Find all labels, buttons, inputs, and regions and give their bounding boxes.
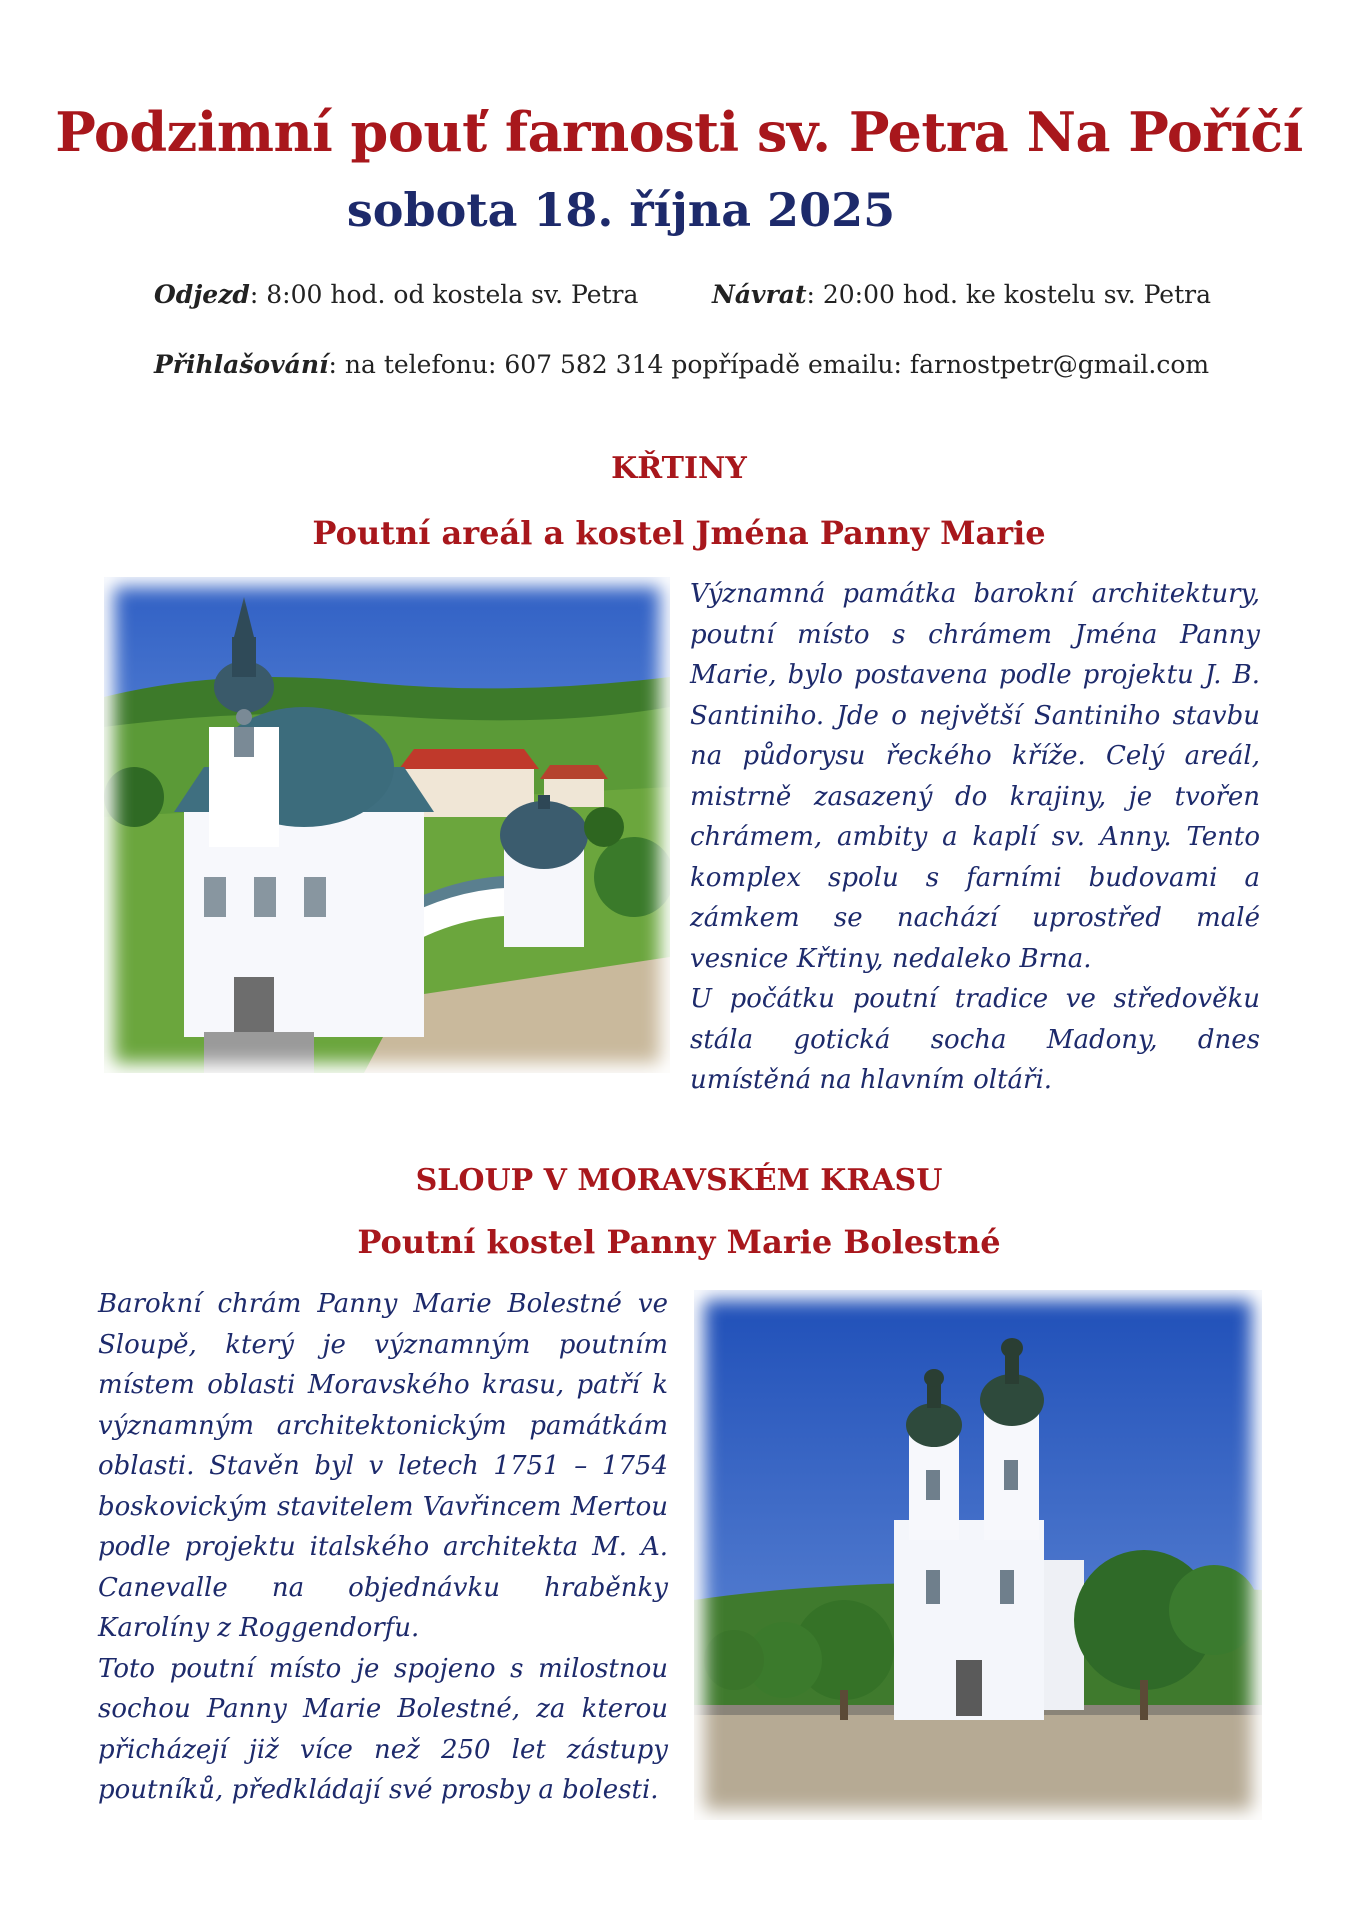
section2-paragraph-1: Barokní chrám Panny Marie Bolestné ve Sloupě, který je významným poutním místem oblasti Moravského krasu, patří k významným architektonickým památkám oblasti. Stavěn byl v letech 1751 – 1754 boskovickým stavitelem Vavřincem Mertou podle projektu italského architekta M. A. Canevalle na objednávku hraběnky Karolíny z Roggendorfu. [98, 1289, 668, 1643]
page-title: Podzimní pouť farnosti sv. Petra Na Poříčí [55, 100, 1303, 164]
departure-text: : 8:00 hod. od kostela sv. Petra [249, 280, 639, 309]
section2-paragraph-2: Toto poutní místo je spojeno s milostnou sochou Panny Marie Bolestné, za kterou přicházejí již více než 250 let zástupy poutníků, předkládají své prosby a bolesti. [98, 1653, 668, 1805]
section2-text [98, 1284, 668, 1811]
departure-label: Odjezd [154, 280, 250, 309]
section2-subheading: Poutní kostel Panny Marie Bolestné [357, 1223, 1001, 1261]
section1-heading: KŘTINY [611, 451, 747, 486]
section1-text [690, 574, 1260, 1101]
sloup-church-photo [694, 1290, 1262, 1820]
return-label: Návrat [712, 280, 807, 309]
registration-info [154, 350, 1209, 379]
section2-heading: SLOUP V MORAVSKÉM KRASU [415, 1163, 943, 1198]
section1-paragraph-2: U počátku poutní tradice ve středověku stála gotická socha Madony, dnes umístěná na hlavním oltáři. [690, 984, 1260, 1095]
section1-paragraph-1: Významná památka barokní architektury, poutní místo s chrámem Jména Panny Marie, bylo postavena podle projektu J. B. Santiniho. Jde o největší Santiniho stavbu na půdorysu řeckého kříže. Celý areál, mistrně zasazený do krajiny, je tvořen chrámem, ambity a kaplí sv. Anny. Tento komplex spolu s farními budovami a zámkem se nachází uprostřed malé vesnice Křtiny, nedaleko Brna. [690, 579, 1260, 974]
section1-subheading: Poutní areál a kostel Jména Panny Marie [312, 514, 1046, 552]
departure-info [154, 280, 638, 309]
krtiny-church-photo [104, 577, 670, 1073]
return-text: : 20:00 hod. ke kostelu sv. Petra [806, 280, 1211, 309]
return-info [712, 280, 1211, 309]
event-date: sobota 18. října 2025 [346, 183, 896, 237]
registration-label: Přihlašování [154, 350, 329, 379]
registration-text: : na telefonu: 607 582 314 popřípadě emailu: farnostpetr@gmail.com [328, 350, 1210, 379]
